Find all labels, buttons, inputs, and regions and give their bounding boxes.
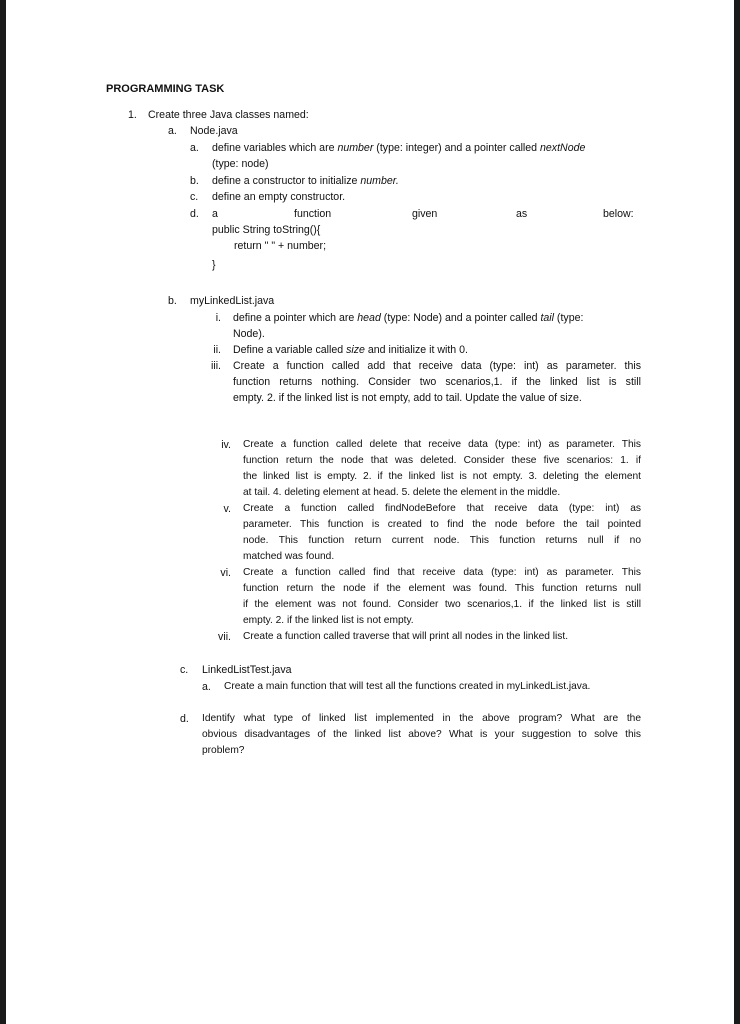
list-item-text: if the element was not found. Consider two scenarios,1. if the linked list is still xyxy=(243,599,641,610)
list-item-text: function return the node that was deleted. Consider these five scenarios: 1. if xyxy=(243,455,641,466)
section-a-file: Node.java xyxy=(190,125,238,137)
node-item-label: b. xyxy=(190,175,199,187)
list-item-text: empty. 2. if the linked list is not empty, add to tail. Update the value of size. xyxy=(233,392,582,404)
section-a-label: a. xyxy=(168,125,177,137)
list-item-label: ii. xyxy=(213,344,221,356)
list-item-text: Create a function called find that receive data (type: int) as parameter. This xyxy=(243,567,641,578)
section-c-file: LinkedListTest.java xyxy=(202,664,292,676)
section-b-label: b. xyxy=(168,295,177,307)
list-item-text: matched was found. xyxy=(243,551,335,562)
list-item-label: vii. xyxy=(218,631,231,643)
section-d-label: d. xyxy=(180,713,189,725)
question-text: obvious disadvantages of the linked list above? What is your suggestion to solve this xyxy=(202,729,641,740)
node-item-text: a xyxy=(212,208,218,220)
node-item-text: define variables which are number (type: integer) and a pointer called nextNode xyxy=(212,142,586,154)
list-item-text: function returns nothing. Consider two scenarios,1. if the linked list is still xyxy=(233,376,641,388)
list-item-label: i. xyxy=(215,312,221,324)
list-item-label: v. xyxy=(223,503,231,515)
code-line: public String toString(){ xyxy=(212,224,321,236)
task-number: 1. xyxy=(128,109,137,121)
node-item-text: function xyxy=(294,208,332,220)
list-item-text: Define a variable called size and initialize it with 0. xyxy=(233,344,468,356)
list-item-text: Create a function called delete that receive data (type: int) as parameter. This xyxy=(243,439,641,450)
task-intro: Create three Java classes named: xyxy=(148,109,309,121)
node-item-label: d. xyxy=(190,208,199,220)
list-item-text-cont: Node). xyxy=(233,328,265,340)
test-item-label: a. xyxy=(202,681,211,693)
node-item-text: define a constructor to initialize number. xyxy=(212,175,399,187)
node-item-text: define an empty constructor. xyxy=(212,191,346,203)
node-item-text: given xyxy=(412,208,438,220)
section-c-label: c. xyxy=(180,664,189,676)
code-line: return " " + number; xyxy=(234,240,327,252)
list-item-text: Create a function called findNodeBefore that receive data (type: int) as xyxy=(243,503,641,514)
list-item-label: vi. xyxy=(220,567,231,579)
list-item-text: define a pointer which are head (type: Node) and a pointer called tail (type: xyxy=(233,312,584,324)
list-item-text: at tail. 4. deleting element at head. 5. delete the element in the middle. xyxy=(243,487,561,498)
node-item-text: below: xyxy=(603,208,634,220)
section-b-file: myLinkedList.java xyxy=(190,295,275,307)
code-line: } xyxy=(212,259,216,271)
node-item-text-cont: (type: node) xyxy=(212,158,269,170)
question-text: problem? xyxy=(202,745,245,756)
list-item-text: parameter. This function is created to find the node before the tail pointed xyxy=(243,519,641,530)
list-item-text: empty. 2. if the linked list is not empty. xyxy=(243,615,414,626)
node-item-label: c. xyxy=(190,191,199,203)
page-title: PROGRAMMING TASK xyxy=(106,83,225,95)
list-item-text: node. This function return current node. This function returns null if no xyxy=(243,535,641,546)
list-item-label: iv. xyxy=(221,439,231,451)
list-item-label: iii. xyxy=(210,360,221,372)
list-item-text: Create a function called add that receive data (type: int) as parameter. this xyxy=(233,360,641,372)
list-item-text: function return the node if the element was found. This function returns null xyxy=(243,583,641,594)
list-item-text: the linked list is empty. 2. if the linked list is not empty. 3. deleting the element xyxy=(243,471,641,482)
list-item-text: Create a function called traverse that will print all nodes in the linked list. xyxy=(243,631,569,642)
document-page xyxy=(6,0,734,1024)
test-item-text: Create a main function that will test all the functions created in myLinkedList.java. xyxy=(224,681,591,692)
question-text: Identify what type of linked list implemented in the above program? What are the xyxy=(202,713,641,724)
node-item-text: as xyxy=(516,208,528,220)
node-item-label: a. xyxy=(190,142,199,154)
